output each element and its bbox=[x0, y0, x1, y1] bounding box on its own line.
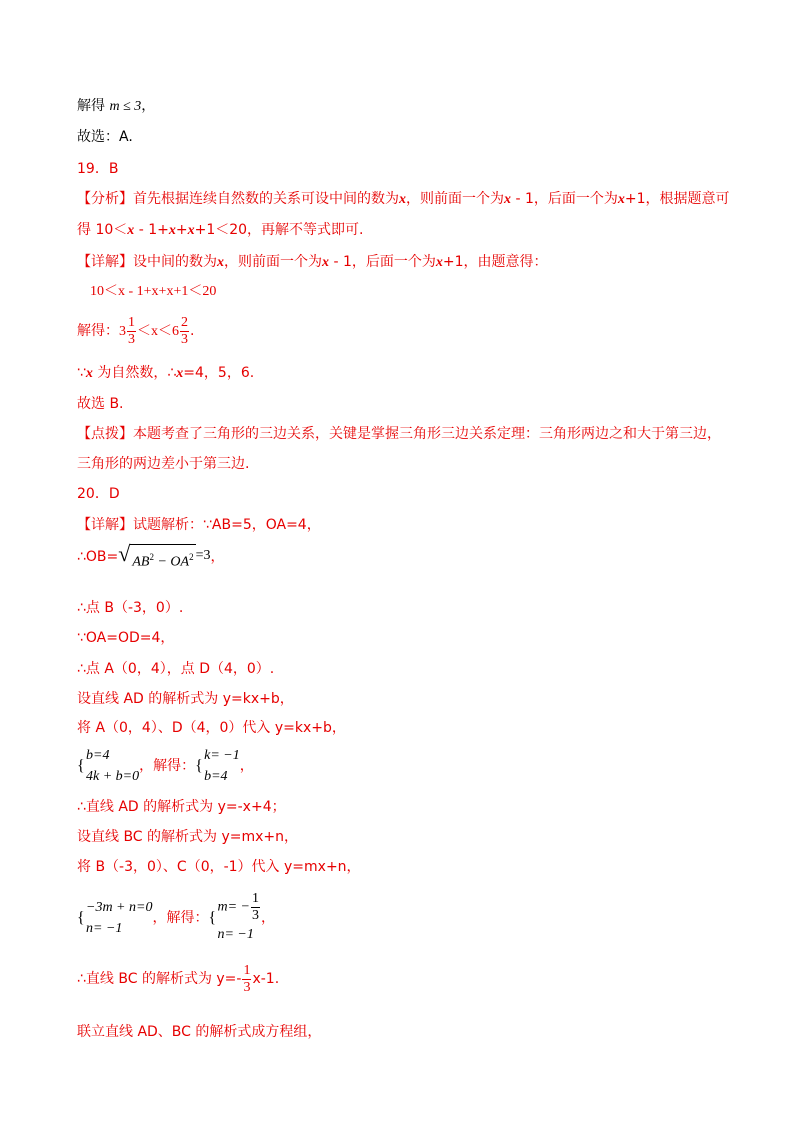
var-x: x bbox=[168, 223, 176, 238]
var-x: x bbox=[127, 223, 135, 238]
text: ∴点 A（0，4），点 D（4，0）. bbox=[77, 661, 275, 677]
equation-row: n= −1 bbox=[86, 921, 123, 936]
text: ∴直线 BC 的解析式为 y=- bbox=[77, 971, 242, 987]
text: 故选 B. bbox=[77, 396, 124, 412]
text: ∴点 B（-3，0）. bbox=[77, 600, 184, 616]
whole-number: 3 bbox=[119, 324, 126, 339]
text: ，则前面一个为 bbox=[224, 254, 322, 270]
text: 得 10＜ bbox=[77, 222, 128, 238]
numerator: 1 bbox=[243, 962, 251, 978]
text: 19．B bbox=[77, 161, 119, 177]
line-solve-m bbox=[77, 96, 155, 117]
text: ，则前面一个为 bbox=[406, 191, 504, 207]
numerator: 1 bbox=[251, 891, 259, 906]
denominator: 3 bbox=[181, 331, 188, 347]
square-root-expression bbox=[118, 541, 210, 573]
text: 设中间的数为 bbox=[133, 254, 217, 270]
substitute-ad-line bbox=[77, 718, 346, 738]
text: ，解得： bbox=[152, 910, 209, 926]
remark-line-2 bbox=[77, 454, 249, 474]
equation-row: −3m + n=0 bbox=[86, 900, 153, 915]
equation-row bbox=[217, 891, 261, 924]
fraction-two-thirds bbox=[180, 315, 189, 348]
term: − OA bbox=[153, 554, 190, 570]
text: 三角形的两边差小于第三边. bbox=[77, 456, 250, 472]
inequality-line bbox=[90, 282, 216, 302]
bc-result-line bbox=[77, 962, 279, 996]
radical-sign: √ bbox=[118, 541, 131, 567]
fraction-one-third bbox=[242, 963, 251, 996]
text: 20．D bbox=[77, 486, 120, 502]
detail-20-line-1 bbox=[77, 515, 321, 535]
text: ∵OA=OD=4， bbox=[77, 630, 175, 646]
substitute-bc-line bbox=[77, 857, 361, 877]
points-a-d-line bbox=[77, 659, 274, 679]
equation-row: n= −1 bbox=[217, 927, 254, 942]
answer-b-line bbox=[77, 394, 124, 414]
text: ＜x＜ bbox=[137, 324, 172, 339]
bc-system-line bbox=[77, 888, 275, 948]
term: AB bbox=[132, 554, 150, 570]
text: =4，5，6. bbox=[183, 365, 255, 381]
text: + bbox=[175, 222, 188, 238]
equation-row: k= −1 bbox=[204, 748, 240, 763]
var-x: x bbox=[435, 255, 443, 270]
remark-line-1 bbox=[77, 424, 721, 444]
text: ，解得： bbox=[139, 758, 196, 774]
point-b-line bbox=[77, 598, 183, 618]
section-label: 【详解】 bbox=[77, 517, 133, 533]
brace-icon: { bbox=[208, 909, 217, 927]
equation-row: 4k + b=0 bbox=[86, 769, 140, 784]
detail-line-1 bbox=[77, 252, 548, 273]
text: ， bbox=[141, 98, 156, 114]
section-label: 【详解】 bbox=[77, 254, 133, 270]
text: 将 A（0，4）、D（4，0）代入 y=kx+b， bbox=[77, 720, 346, 736]
text: ， bbox=[239, 758, 254, 774]
text: 将 B（-3，0）、C（0，-1）代入 y=mx+n， bbox=[77, 859, 361, 875]
set-ad-line bbox=[77, 689, 294, 709]
text: 解得： bbox=[77, 323, 119, 339]
text: +1＜20，再解不等式即可. bbox=[194, 222, 364, 238]
whole-number: 6 bbox=[172, 324, 179, 339]
solution-range-line bbox=[77, 314, 194, 349]
brace-icon: { bbox=[77, 909, 85, 927]
numerator: 2 bbox=[181, 314, 188, 330]
text: ， bbox=[260, 910, 275, 926]
equation-system-3 bbox=[77, 897, 152, 939]
denominator: 3 bbox=[243, 979, 251, 995]
analysis-line-1 bbox=[77, 189, 730, 210]
line-answer-a bbox=[77, 127, 133, 147]
equation-row: b=4 bbox=[86, 748, 110, 763]
text: - 1，后面一个为 bbox=[329, 254, 436, 270]
text: 为自然数，∴ bbox=[92, 365, 177, 381]
exponent: 2 bbox=[189, 552, 194, 563]
math-inequality: m ≤ 3 bbox=[109, 99, 142, 114]
var-x: x bbox=[504, 192, 511, 207]
analysis-line-2 bbox=[77, 220, 364, 241]
simultaneous-line bbox=[77, 1022, 321, 1042]
section-label: 【点拨】 bbox=[77, 426, 133, 442]
var-x: x bbox=[217, 255, 224, 270]
brace-icon: { bbox=[77, 757, 85, 775]
text: - 1，后面一个为 bbox=[511, 191, 618, 207]
text: x-1. bbox=[252, 971, 280, 987]
text: 解得 bbox=[77, 98, 105, 114]
term: m= − bbox=[217, 899, 250, 915]
text: 10＜x - 1+x+x+1＜20 bbox=[90, 284, 217, 299]
text: 设直线 BC 的解析式为 y=mx+n， bbox=[77, 829, 299, 845]
text: ∴OB= bbox=[77, 549, 119, 565]
text: 联立直线 AD、BC 的解析式成方程组， bbox=[77, 1024, 322, 1040]
text: ， bbox=[210, 549, 225, 565]
question-19-answer bbox=[77, 159, 118, 179]
text: 设直线 AD 的解析式为 y=kx+b， bbox=[77, 691, 294, 707]
text: 本题考查了三角形的三边关系，关键是掌握三角形三边关系定理：三角形两边之和大于第三边， bbox=[133, 426, 721, 442]
var-x: x bbox=[399, 192, 406, 207]
section-label: 【分析】 bbox=[77, 191, 133, 207]
var-x: x bbox=[617, 192, 625, 207]
set-bc-line bbox=[77, 827, 298, 847]
natural-number-line bbox=[77, 363, 254, 384]
fraction-one-third bbox=[127, 315, 136, 348]
equation-system-4 bbox=[208, 891, 261, 945]
equation-row: b=4 bbox=[204, 769, 228, 784]
exponent: 2 bbox=[149, 552, 154, 563]
question-20-answer bbox=[77, 484, 120, 504]
text: - 1+ bbox=[134, 222, 169, 238]
numerator: 1 bbox=[128, 314, 135, 330]
result: =3 bbox=[195, 548, 211, 564]
denominator: 3 bbox=[128, 331, 135, 347]
text: 故选：A. bbox=[77, 129, 133, 145]
text: ∴直线 AD 的解析式为 y=-x+4； bbox=[77, 799, 286, 815]
text: 试题解析：∵AB=5，OA=4， bbox=[133, 517, 321, 533]
equation-system-1 bbox=[77, 745, 139, 787]
text: ∵ bbox=[77, 365, 86, 381]
equation-system-2 bbox=[195, 745, 240, 787]
oa-od-line bbox=[77, 628, 174, 648]
var-x: x bbox=[176, 366, 184, 381]
fraction-one-third bbox=[251, 891, 260, 924]
denominator: 3 bbox=[251, 908, 259, 923]
radicand bbox=[130, 544, 195, 573]
var-x: x bbox=[85, 366, 93, 381]
var-x: x bbox=[187, 223, 195, 238]
ob-length-line bbox=[77, 540, 224, 574]
brace-icon: { bbox=[195, 757, 203, 775]
ad-system-line bbox=[77, 744, 254, 788]
text: +1，根据题意可 bbox=[624, 191, 730, 207]
text: 首先根据连续自然数的关系可设中间的数为 bbox=[133, 191, 399, 207]
ad-result-line bbox=[77, 797, 286, 817]
text: . bbox=[190, 323, 195, 339]
text: +1，由题意得： bbox=[442, 254, 548, 270]
var-x: x bbox=[322, 255, 329, 270]
